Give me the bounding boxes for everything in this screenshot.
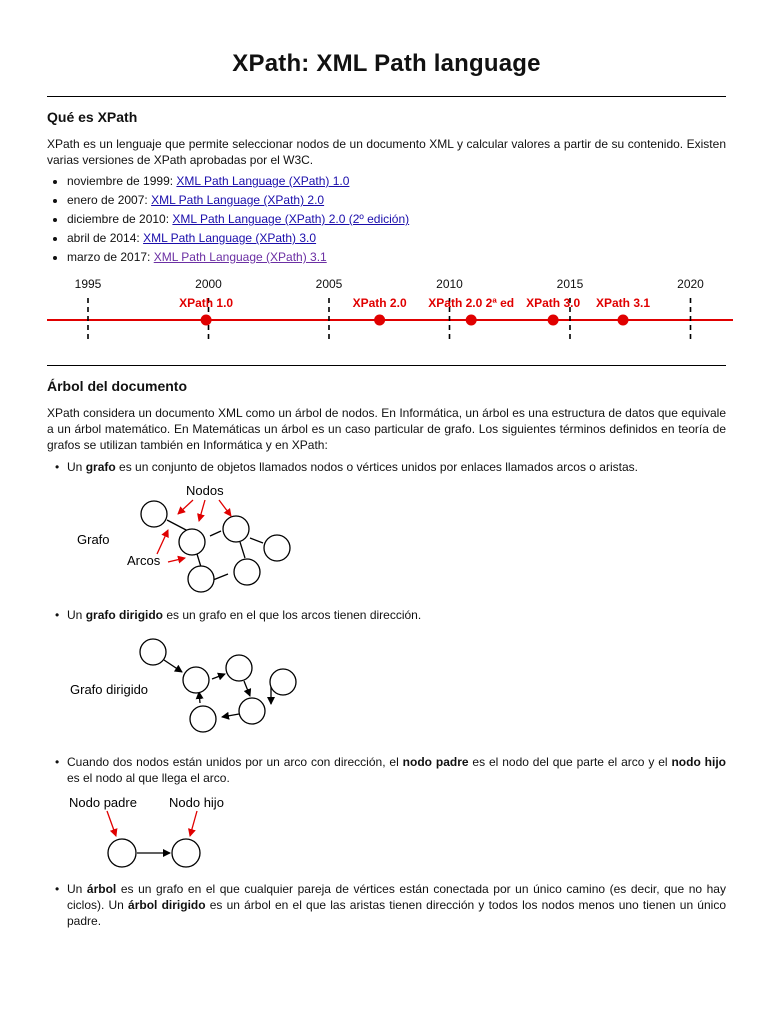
padre-hijo-diagram xyxy=(47,790,347,880)
link-xpath-1-0[interactable]: XML Path Language (XPath) 1.0 xyxy=(176,174,350,188)
timeline-event-label: XPath 2.0 2ª ed xyxy=(428,296,515,310)
nodo-padre-label: Nodo padre xyxy=(69,795,137,810)
graph-node xyxy=(223,516,249,542)
timeline-event-dot xyxy=(374,315,385,326)
timeline-year-label: 1995 xyxy=(74,277,102,291)
timeline-event-label: XPath 3.1 xyxy=(596,296,651,310)
bullet-grafo-dirigido: • Un grafo dirigido es un grafo en el que los arcos tienen dirección. xyxy=(55,608,422,622)
graph-node xyxy=(270,669,296,695)
link-xpath-3-0[interactable]: XML Path Language (XPath) 3.0 xyxy=(143,231,317,245)
nodos-label: Nodos xyxy=(186,483,224,498)
bullet-nodo-padre-hijo: • Cuando dos nodos están unidos por un arco con dirección, el nodo padre es el nodo del que parte el arco y el nodo hijo es el nodo al que llega el arco. xyxy=(55,755,726,785)
timeline-year-label: 2005 xyxy=(315,277,343,291)
timeline-year-label: 2015 xyxy=(556,277,584,291)
timeline-event-dot xyxy=(466,315,477,326)
grafo-dirigido-diagram xyxy=(47,630,347,740)
section-heading-que-es-xpath: Qué es XPath xyxy=(47,109,138,125)
timeline-year-label: 2010 xyxy=(436,277,463,291)
graph-node xyxy=(234,559,260,585)
link-xpath-3-1[interactable]: XML Path Language (XPath) 3.1 xyxy=(153,250,327,264)
divider xyxy=(47,96,726,97)
nodo-padre-node xyxy=(108,839,136,867)
graph-node xyxy=(188,566,214,592)
timeline-event-dot xyxy=(618,315,629,326)
bullet-grafo: • Un grafo es un conjunto de objetos llamados nodos o vértices unidos por enlaces llamados arcos o aristas. xyxy=(55,460,638,474)
graph-node xyxy=(226,655,252,681)
graph-node xyxy=(264,535,290,561)
section-heading-arbol: Árbol del documento xyxy=(47,378,187,394)
timeline-event-label: XPath 1.0 xyxy=(179,296,234,310)
list-item: • noviembre de 1999: XML Path Language (XPath) 1.0 xyxy=(67,172,726,191)
timeline-year-label: 2020 xyxy=(677,277,704,291)
nodo-hijo-node xyxy=(172,839,200,867)
timeline-event-dot xyxy=(201,315,212,326)
graph-node xyxy=(239,698,265,724)
grafo-dirigido-label: Grafo dirigido xyxy=(70,682,149,697)
page-title: XPath: XML Path language xyxy=(232,50,541,77)
arbol-intro-paragraph: XPath considera un documento XML como un árbol de nodos. En Informática, un árbol es una estructura de datos que equivale a un árbol matemático. En Matemáticas un árbol es un caso particular de grafo. Los siguientes términos definidos en teoría de grafos se utilizan también en Informática y en XPath: xyxy=(47,406,726,452)
versions-timeline xyxy=(0,270,768,346)
graph-node xyxy=(190,706,216,732)
link-xpath-2-0[interactable]: XML Path Language (XPath) 2.0 xyxy=(151,193,325,207)
padre-arrow xyxy=(107,811,116,836)
timeline-year-label: 2000 xyxy=(195,277,222,291)
arcos-label: Arcos xyxy=(127,553,161,568)
intro-paragraph: XPath es un lenguaje que permite seleccionar nodos de un documento XML y calcular valores a partir de su contenido. Existen varias versiones de XPath aprobadas por el W3C. xyxy=(47,137,726,167)
bullet-arbol: • Un árbol es un grafo en el que cualquier pareja de vértices están conectada por un único camino (es decir, que no hay ciclos). Un árbol dirigido es un árbol en el que las aristas tienen dirección y todos los nodos menos uno tienen un único padre. xyxy=(55,882,726,928)
directed-nodes xyxy=(140,639,296,732)
versions-list xyxy=(47,172,726,267)
list-item: • enero de 2007: XML Path Language (XPath) 2.0 xyxy=(67,191,726,210)
graph-node xyxy=(179,529,205,555)
graph-node xyxy=(140,639,166,665)
list-item: • abril de 2014: XML Path Language (XPath) 3.0 xyxy=(67,229,726,248)
timeline-event-label: XPath 2.0 xyxy=(352,296,407,310)
grafo-diagram xyxy=(47,480,347,600)
graph-node xyxy=(183,667,209,693)
hijo-arrow xyxy=(190,811,197,836)
timeline-event-dot xyxy=(548,315,559,326)
timeline-event-label: XPath 3.0 xyxy=(526,296,581,310)
graph-node xyxy=(141,501,167,527)
divider xyxy=(47,365,726,366)
grafo-label: Grafo xyxy=(77,532,110,547)
link-xpath-2-0-2ed[interactable]: XML Path Language (XPath) 2.0 (2º edición) xyxy=(172,212,410,226)
list-item: • marzo de 2017: XML Path Language (XPath) 3.1 xyxy=(67,248,726,267)
nodo-hijo-label: Nodo hijo xyxy=(169,795,224,810)
list-item: • diciembre de 2010: XML Path Language (XPath) 2.0 (2º edición) xyxy=(67,210,726,229)
